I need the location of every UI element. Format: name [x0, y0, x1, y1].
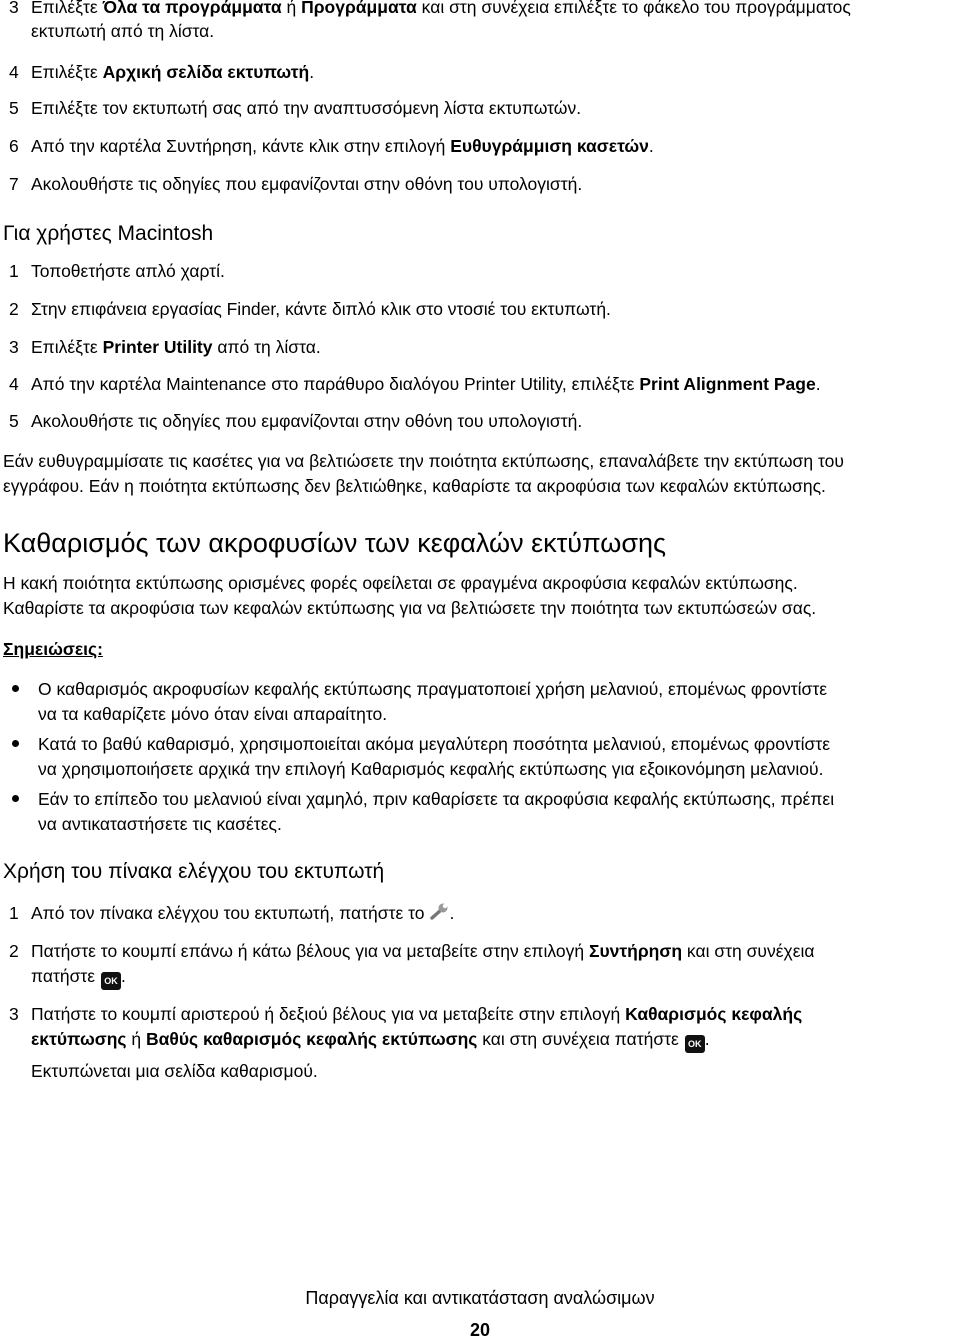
- step-number: 2: [9, 299, 19, 319]
- step-number: 3: [9, 337, 19, 357]
- step-number: 1: [9, 261, 19, 281]
- note-3-line-2: να αντικαταστήσετε τις κασέτες.: [38, 814, 282, 834]
- step-number: 1: [9, 903, 19, 923]
- intro-line-1: Η κακή ποιότητα εκτύπωσης ορισμένες φορές οφείλεται σε φραγμένα ακροφύσια κεφαλών εκτύπωσης.: [3, 573, 798, 593]
- step-text: Ακολουθήστε τις οδηγίες που εμφανίζονται στην οθόνη του υπολογιστή.: [31, 411, 583, 431]
- wrench-icon: [428, 903, 450, 921]
- step-text: Από την καρτέλα Συντήρηση, κάντε κλικ στην επιλογή Ευθυγράμμιση κασετών.: [31, 136, 654, 156]
- note-2-line-2: να χρησιμοποιήσετε αρχικά την επιλογή Καθαρισμός κεφαλής εκτύπωσης για εξοικονόμηση μελανιού.: [38, 759, 824, 779]
- step-text: Στην επιφάνεια εργασίας Finder, κάντε διπλό κλικ στο ντοσιέ του εκτυπωτή.: [31, 299, 611, 319]
- intro-line-2: Καθαρίστε τα ακροφύσια των κεφαλών εκτύπωσης για να βελτιώσετε την ποιότητα των εκτυπώσεών σας.: [3, 598, 817, 618]
- mac-heading: Για χρήστες Macintosh: [3, 222, 214, 245]
- ok-icon: OK: [101, 972, 121, 990]
- step-text: Από τον πίνακα ελέγχου του εκτυπωτή, πατήστε το .: [31, 903, 455, 923]
- align-para-line-1: Εάν ευθυγραμμίσατε τις κασέτες για να βελτιώσετε την ποιότητα εκτύπωσης, επαναλάβετε την εκτύπωση του: [3, 451, 844, 471]
- note-1-line-1: Ο καθαρισμός ακροφυσίων κεφαλής εκτύπωσης πραγματοποιεί χρήση μελανιού, επομένως φροντίστε: [38, 679, 828, 699]
- step-text: Από την καρτέλα Maintenance στο παράθυρο διαλόγου Printer Utility, επιλέξτε Print Alignment Page.: [31, 374, 821, 394]
- note-3-line-1: Εάν το επίπεδο του μελανιού είναι χαμηλό, πριν καθαρίσετε τα ακροφύσια κεφαλής εκτύπωσης, πρέπει: [38, 789, 835, 809]
- step-text: Επιλέξτε τον εκτυπωτή σας από την αναπτυσσόμενη λίστα εκτυπωτών.: [31, 98, 582, 118]
- step-number: 6: [9, 136, 19, 156]
- bullet-icon: [12, 795, 19, 802]
- ok-icon: OK: [685, 1035, 705, 1053]
- section-title: Καθαρισμός των ακροφυσίων των κεφαλών εκτύπωσης: [3, 528, 667, 558]
- step-text: Πατήστε το κουμπί αριστερού ή δεξιού βέλους για να μεταβείτε στην επιλογή Καθαρισμός κεφαλής: [31, 1004, 803, 1024]
- step-number: 3: [9, 1004, 19, 1024]
- page-number: 20: [469, 1320, 491, 1340]
- step-number: 7: [9, 174, 19, 194]
- step-text: Πατήστε το κουμπί επάνω ή κάτω βέλους για να μεταβείτε στην επιλογή Συντήρηση και στη συνέχεια: [31, 941, 815, 961]
- step-number: 3: [9, 0, 19, 17]
- step-text: εκτυπωτή από τη λίστα.: [31, 21, 215, 41]
- note-1-line-2: να τα καθαρίζετε μόνο όταν είναι απαραίτητο.: [38, 704, 388, 724]
- step-text: Επιλέξτε Όλα τα προγράμματα ή Προγράμματα και στη συνέχεια επιλέξτε το φάκελο του προγράμματος: [31, 0, 851, 17]
- step-text: Επιλέξτε Αρχική σελίδα εκτυπωτή.: [31, 62, 315, 82]
- notes-label: Σημειώσεις:: [3, 639, 103, 659]
- bullet-icon: [12, 685, 19, 692]
- align-para-line-2: εγγράφου. Εάν η ποιότητα εκτύπωσης δεν βελτιώθηκε, καθαρίστε τα ακροφύσια των κεφαλών εκτύπωσης.: [3, 476, 826, 496]
- step-text: Τοποθετήστε απλό χαρτί.: [31, 261, 225, 281]
- note-2-line-1: Κατά το βαθύ καθαρισμό, χρησιμοποιείται ακόμα μεγαλύτερη ποσότητα μελανιού, επομένως φροντίστε: [38, 734, 831, 754]
- footer-title: Παραγγελία και αντικατάσταση αναλώσιμων: [305, 1288, 655, 1308]
- step-number: 5: [9, 98, 19, 118]
- step-number: 5: [9, 411, 19, 431]
- bullet-icon: [12, 740, 19, 747]
- step-number: 4: [9, 374, 19, 394]
- step-number: 4: [9, 62, 19, 82]
- step-text: Ακολουθήστε τις οδηγίες που εμφανίζονται στην οθόνη του υπολογιστή.: [31, 174, 583, 194]
- step-number: 2: [9, 941, 19, 961]
- panel-heading: Χρήση του πίνακα ελέγχου του εκτυπωτή: [3, 860, 385, 883]
- step-text: Επιλέξτε Printer Utility από τη λίστα.: [31, 337, 321, 357]
